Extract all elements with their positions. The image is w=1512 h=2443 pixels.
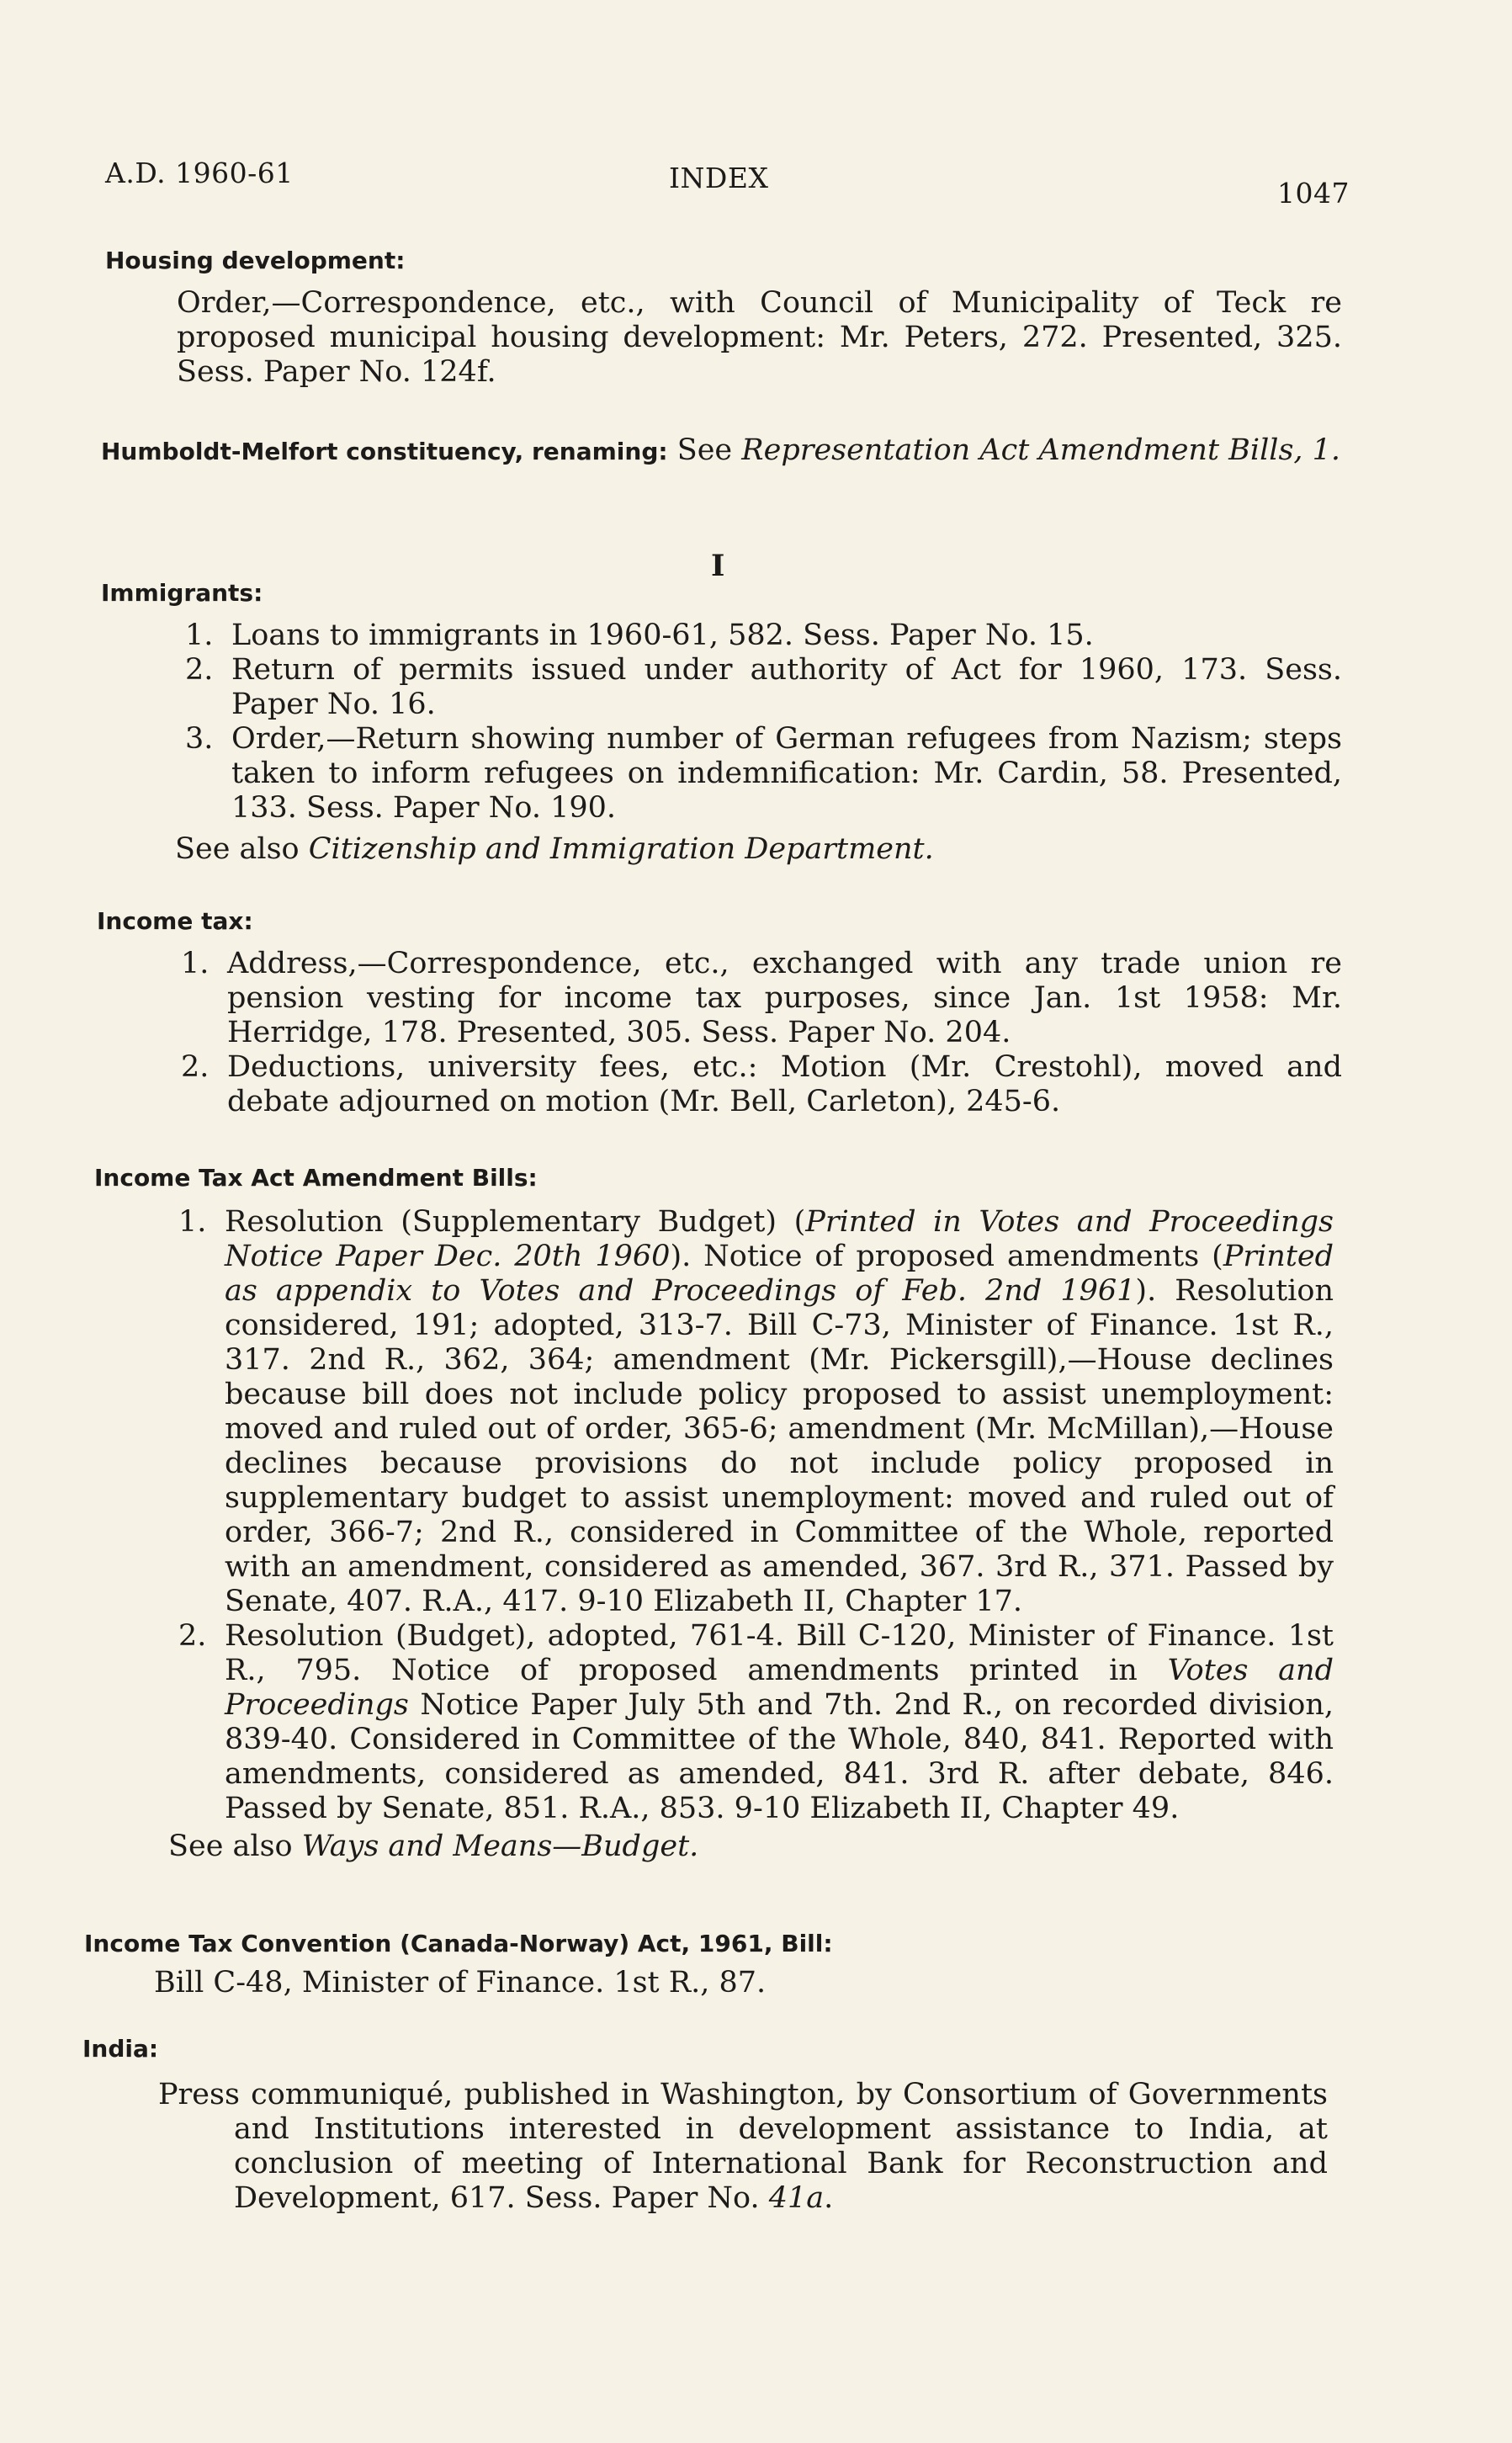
entry-india (82, 2032, 1328, 2216)
item-text: Resolution (Budget), adopted, 761-4. Bill C-120, Minister of Finance. 1st R., 795. Notice of proposed amendments printed in (225, 1619, 1334, 1687)
list-item (97, 1050, 1342, 1119)
running-header-title: INDEX (669, 162, 769, 194)
item-number: 1. (181, 947, 210, 980)
entry-body (101, 433, 1345, 469)
item-number: 2. (178, 1619, 207, 1653)
entry-heading: India: (82, 2035, 159, 2063)
entry-text (82, 2078, 1328, 2216)
entry-heading: Immigrants: (101, 579, 263, 607)
entry-text-part: . (824, 2181, 834, 2215)
see-label: See also (168, 1830, 293, 1863)
page-number: 1047 (1277, 177, 1350, 210)
list-item (101, 653, 1342, 722)
item-text: Resolution (Supplementary Budget) ( (225, 1205, 806, 1239)
entry-heading: Income tax: (97, 907, 253, 935)
entry-heading: Humboldt-Melfort constituency, renaming: (101, 438, 668, 465)
entry-housing-development (105, 244, 1342, 390)
item-text: ). Notice of proposed amendments ( (670, 1240, 1223, 1273)
running-header-years: A.D. 1960-61 (105, 157, 294, 189)
see-also (94, 1830, 1334, 1864)
list-item (101, 722, 1342, 826)
item-text-italic: Printed as appendix to Votes and Proceedings of Feb. 2nd 1961 (225, 1240, 1334, 1308)
item-text: Order,—Return showing number of German refugees from Nazism; steps taken to inform refugees on indemnification: Mr. Cardin, 58. Presented, 133. Sess. Paper No. 190. (231, 722, 1342, 825)
item-text: Deductions, university fees, etc.: Motion (Mr. Crestohl), moved and debate adjourned on motion (Mr. Bell, Carleton), 245-6. (227, 1050, 1342, 1118)
section-letter: I (711, 549, 725, 583)
entry-income-tax-convention (84, 1927, 1329, 2000)
item-text: Notice Paper July 5th and 7th. 2nd R., on recorded division, 839-40. Considered in Committee of the Whole, 840, 841. Reported with amendments, considered as amended, 841. 3rd R. after debate, 846. Passed by Senate, 851. R.A., 853. 9-10 Elizabeth II, Chapter 49. (225, 1688, 1334, 1825)
item-text: Return of permits issued under authority of Act for 1960, 173. Sess. Paper No. 16. (231, 653, 1342, 721)
item-text: Address,—Correspondence, etc., exchanged with any trade union re pension vesting for income tax purposes, since Jan. 1st 1958: Mr. Herridge, 178. Presented, 305. Sess. Paper No. 204. (227, 947, 1342, 1049)
entry-income-tax (97, 905, 1342, 1119)
entry-income-tax-act-amendment-bills (94, 1161, 1334, 1864)
list-item (94, 1205, 1334, 1619)
see-label: See (676, 433, 733, 467)
entry-heading: Housing development: (105, 247, 406, 274)
item-number: 1. (185, 619, 214, 652)
list-item (101, 619, 1342, 653)
entry-immigrants (101, 576, 1342, 867)
entry-heading: Income Tax Convention (Canada-Norway) Act, 1961, Bill: (84, 1930, 833, 1957)
entry-text: Bill C-48, Minister of Finance. 1st R., 87. (154, 1966, 767, 2000)
item-text-italic: Printed in Votes and Proceedings Notice Paper Dec. 20th 1960 (225, 1205, 1334, 1273)
cross-reference: Citizenship and Immigration Department. (308, 832, 934, 866)
see-label: See also (175, 832, 300, 866)
entry-text-part: Press communiqué, published in Washington, by Consortium of Governments and Institutions interested in development assistance to India, at conclusion of meeting of International Bank for Reconstruction and Development, 617. Sess. Paper No. (158, 2078, 1328, 2215)
item-text: ). Resolution considered, 191; adopted, 313-7. Bill C-73, Minister of Finance. 1st R., 317. 2nd R., 362, 364; amendment (Mr. Pickersgill),—House declines because bill does not include policy proposed to assist unemployment: moved and ruled out of order, 365-6; amendment (Mr. McMillan),—House declines because provisions do not include policy proposed in supplementary budget to assist unemployment: moved and ruled out of order, 366-7; 2nd R., considered in Committee of the Whole, reported with an amendment, considered as amended, 367. 3rd R., 371. Passed by Senate, 407. R.A., 417. 9-10 Elizabeth II, Chapter 17. (225, 1274, 1334, 1618)
list-item (94, 1619, 1334, 1826)
entry-text-italic: 41a (768, 2181, 825, 2215)
entry-heading: Income Tax Act Amendment Bills: (94, 1164, 538, 1192)
entry-humboldt-melfort (101, 433, 1345, 469)
cross-reference: Representation Act Amendment Bills, 1. (741, 433, 1341, 467)
item-number: 3. (185, 722, 214, 756)
entry-text: Order,—Correspondence, etc., with Council of Municipality of Teck re proposed municipal housing development: Mr. Peters, 272. Presented, 325. Sess. Paper No. 124f. (177, 286, 1342, 389)
item-number: 2. (185, 653, 214, 687)
item-number: 2. (181, 1050, 210, 1084)
cross-reference: Ways and Means—Budget. (301, 1830, 699, 1863)
item-text-italic: Votes and Proceedings (225, 1654, 1334, 1722)
item-text: Loans to immigrants in 1960-61, 582. Sess. Paper No. 15. (231, 619, 1094, 652)
item-number: 1. (178, 1205, 207, 1239)
list-item (97, 947, 1342, 1050)
see-also (101, 832, 1342, 867)
